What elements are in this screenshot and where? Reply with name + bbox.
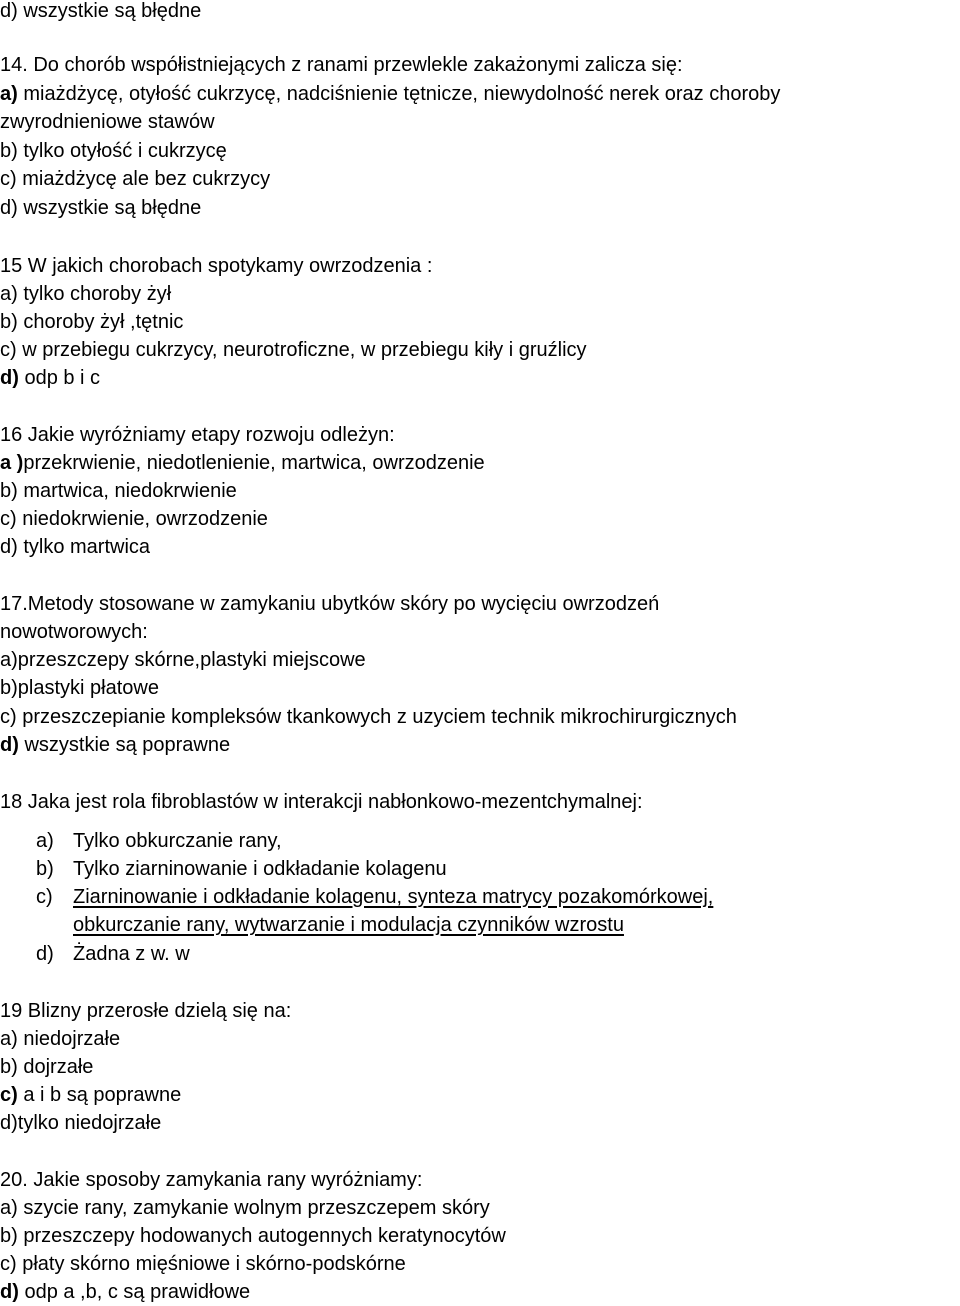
answer-prefix: d)	[0, 734, 19, 756]
q18-answer-c: Ziarninowanie i odkładanie kolagenu, synteza matrycy pozakomórkowej,	[73, 886, 714, 908]
answer-text: odp a ,b, c są prawidłowe	[18, 1281, 251, 1303]
q18-answer-c-num: c)	[36, 886, 53, 908]
q15-answer-b: b) choroby żył ,tętnic	[0, 311, 184, 333]
q18-answer-a: Tylko obkurczanie rany,	[73, 830, 282, 852]
answer-prefix: d)	[0, 1281, 19, 1303]
q18-answer-d-num: d)	[36, 943, 54, 965]
q19-title: 19 Blizny przerosłe dzielą się na:	[0, 1000, 292, 1022]
q14-title: 14. Do chorób współistniejących z ranami przewlekle zakażonymi zalicza się:	[0, 54, 683, 76]
q15-answer-c: c) w przebiegu cukrzycy, neurotroficzne, w przebiegu kiły i gruźlicy	[0, 339, 587, 361]
q17-answer-c: c) przeszczepianie kompleksów tkankowych z uzyciem technik mikrochirurgicznych	[0, 706, 737, 728]
q16-answer-c: c) niedokrwienie, owrzodzenie	[0, 508, 268, 530]
answer-prefix: c)	[0, 1084, 18, 1106]
q16-answer-a	[0, 449, 485, 477]
q16-title: 16 Jakie wyróżniamy etapy rozwoju odleżyn:	[0, 424, 395, 446]
q16-answer-b: b) martwica, niedokrwienie	[0, 480, 237, 502]
q17-answer-d	[0, 731, 230, 759]
q14-answer-d: d) wszystkie są błędne	[0, 197, 202, 219]
q18-answer-b-num: b)	[36, 858, 54, 880]
q20-title: 20. Jakie sposoby zamykania rany wyróżniamy:	[0, 1169, 423, 1191]
answer-prefix: a )	[0, 452, 24, 474]
answer-text: d) wszystkie są błędne	[0, 0, 202, 22]
q17-title: 17.Metody stosowane w zamykaniu ubytków skóry po wycięciu owrzodzeń	[0, 593, 660, 615]
q19-answer-b: b) dojrzałe	[0, 1056, 94, 1078]
q20-answer-c: c) płaty skórno mięśniowe i skórno-podskórne	[0, 1253, 406, 1275]
q19-answer-c	[0, 1081, 181, 1109]
q20-answer-d	[0, 1278, 250, 1306]
answer-text: przekrwienie, niedotlenienie, martwica, owrzodzenie	[23, 452, 485, 474]
q20-answer-b: b) przeszczepy hodowanych autogennych keratynocytów	[0, 1225, 506, 1247]
answer-prefix: a)	[0, 83, 18, 105]
q17-title-cont: nowotworowych:	[0, 621, 148, 643]
q17-answer-b: b)plastyki płatowe	[0, 677, 159, 699]
q14-answer-b: b) tylko otyłość i cukrzycę	[0, 140, 227, 162]
q17-answer-a: a)przeszczepy skórne,plastyki miejscowe	[0, 649, 366, 671]
prev-answer-d	[0, 0, 201, 25]
q15-answer-d	[0, 364, 100, 392]
q14-answer-a-cont: zwyrodnieniowe stawów	[0, 111, 215, 133]
q14-answer-a	[0, 80, 780, 108]
q20-answer-a: a) szycie rany, zamykanie wolnym przeszczepem skóry	[0, 1197, 490, 1219]
q19-answer-a: a) niedojrzałe	[0, 1028, 121, 1050]
answer-text: wszystkie są poprawne	[18, 734, 231, 756]
q16-answer-d: d) tylko martwica	[0, 536, 151, 558]
q18-title: 18 Jaka jest rola fibroblastów w interakcji nabłonkowo-mezentchymalnej:	[0, 791, 643, 813]
answer-text: a i b są poprawne	[17, 1084, 182, 1106]
q18-answer-d: Żadna z w. w	[73, 943, 190, 965]
answer-prefix: d)	[0, 367, 19, 389]
q18-answer-c-cont: obkurczanie rany, wytwarzanie i modulacja czynników wzrostu	[73, 914, 624, 936]
q18-answer-a-num: a)	[36, 830, 54, 852]
q15-answer-a: a) tylko choroby żył	[0, 283, 172, 305]
q18-answer-b: Tylko ziarninowanie i odkładanie kolagenu	[73, 858, 447, 880]
q19-answer-d: d)tylko niedojrzałe	[0, 1112, 162, 1134]
answer-text: miażdżycę, otyłość cukrzycę, nadciśnienie tętnicze, niewydolność nerek oraz choroby	[17, 83, 781, 105]
q14-answer-c: c) miażdżycę ale bez cukrzycy	[0, 168, 271, 190]
q15-title: 15 W jakich chorobach spotykamy owrzodzenia :	[0, 255, 433, 277]
answer-text: odp b i c	[18, 367, 101, 389]
